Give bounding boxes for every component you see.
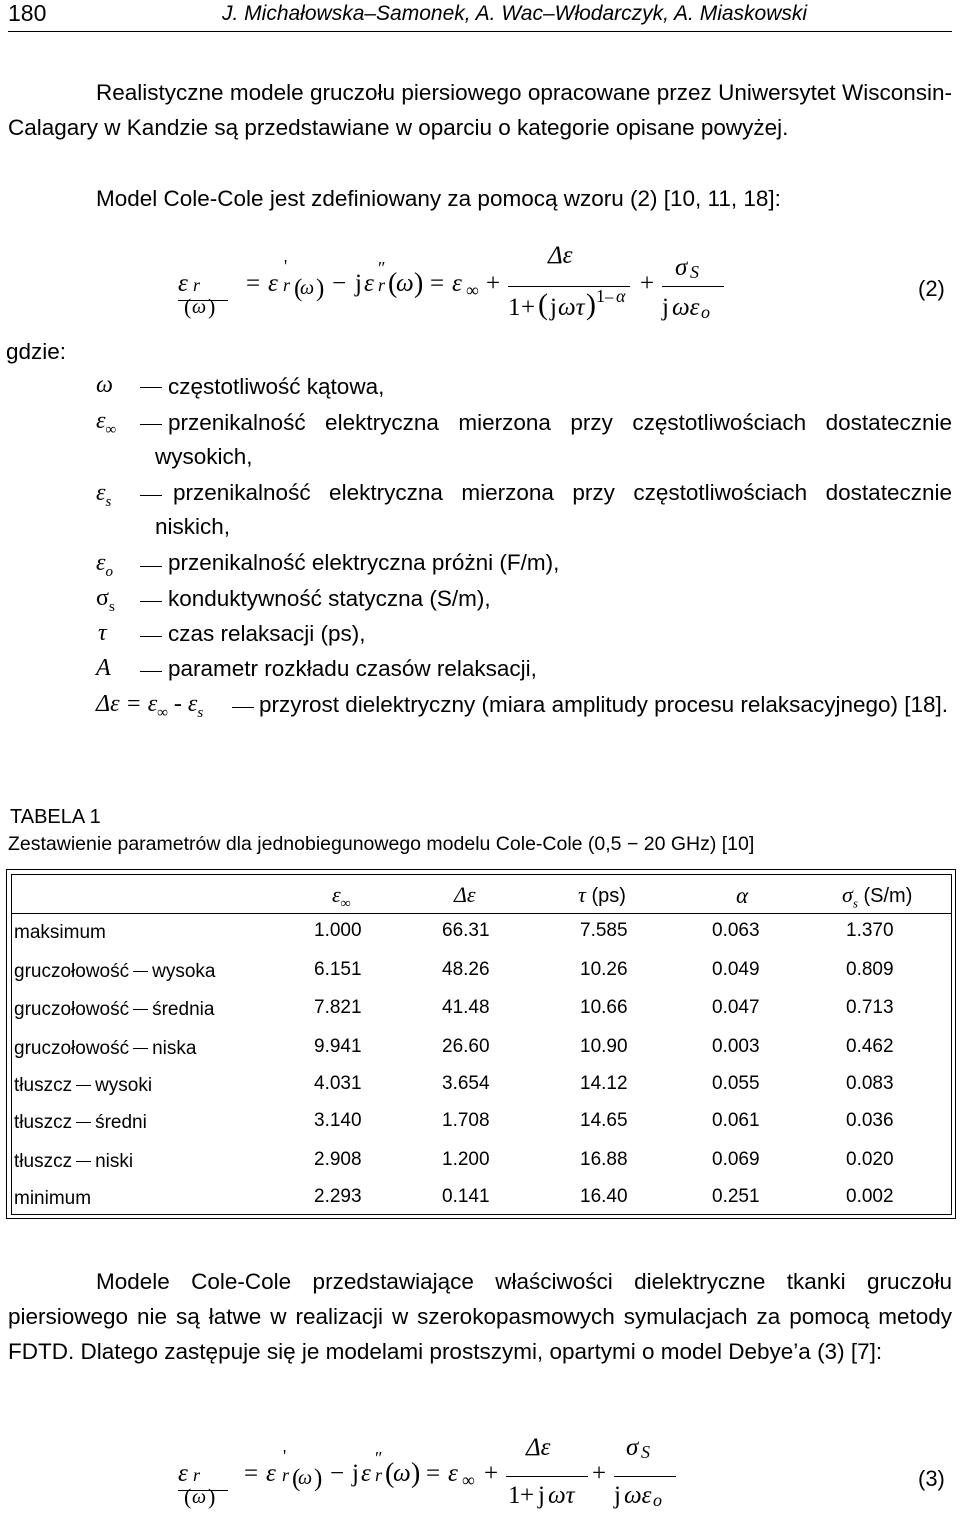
- table-cell: 10.90: [580, 1036, 628, 1057]
- table-cell: 0.083: [846, 1073, 894, 1094]
- equation-3: ε r ( ω ) = ε ' r ( ω ) − j ε ″ r ( ω ) = ε ∞ + Δε 1 + j ωτ + σ S j ωε o (3): [178, 1434, 945, 1510]
- table-cell: 0.003: [712, 1036, 760, 1057]
- table-cell: 48.26: [442, 959, 490, 980]
- table-cell: 9.941: [314, 1036, 362, 1057]
- table-cell: 10.26: [580, 959, 628, 980]
- col-sigma: $\sigma_s$ (S/m): [842, 882, 913, 911]
- equation-2-number: (2): [918, 276, 945, 301]
- table-cell: 10.66: [580, 997, 628, 1018]
- header-rule: [8, 31, 952, 32]
- table-cell: 7.585: [580, 920, 628, 941]
- col-tau: τ (ps): [578, 882, 626, 907]
- table-cell: 0.061: [712, 1110, 760, 1131]
- table-cell: 16.88: [580, 1149, 628, 1170]
- page-number: 180: [8, 0, 47, 26]
- table-cell: 2.293: [314, 1186, 362, 1207]
- symbol-a: A: [96, 655, 111, 681]
- table-row-label: maksimum: [14, 922, 106, 943]
- symbol-sigma-s: $\sigma_s$: [96, 585, 115, 615]
- table-row-label: gruczołowość średnia: [14, 999, 215, 1020]
- table-cell: 0.020: [846, 1149, 894, 1170]
- table-cell: 0.141: [442, 1186, 490, 1207]
- symbol-omega-desc: częstotliwość kątowa,: [168, 374, 385, 399]
- table-row-label: tłuszcz średni: [14, 1112, 147, 1133]
- gdzie-label: gdzie:: [6, 339, 67, 364]
- table-header-separator: [11, 913, 952, 914]
- equation-2: ε r ( ω ) = ε ' r ( ω ) − j ε ″ r ( ω ) = ε ∞ + Δε 1 + ( j ωτ ) 1 − α + σ S j ωε o (2): [178, 242, 945, 322]
- table-cell: 2.908: [314, 1149, 362, 1170]
- table-cell: 16.40: [580, 1186, 628, 1207]
- table-cell: 0.055: [712, 1073, 760, 1094]
- table-cell: 0.462: [846, 1036, 894, 1057]
- table-row-label: gruczołowość wysoka: [14, 961, 216, 982]
- table-cell: 14.65: [580, 1110, 628, 1131]
- table-cell: 0.049: [712, 959, 760, 980]
- table-cell: 14.12: [580, 1073, 628, 1094]
- symbol-delta-eps: $\Delta\varepsilon = \varepsilon_\infty - \varepsilon_s$: [96, 691, 204, 721]
- running-head-authors: J. Michałowska–Samonek, A. Wac–Włodarczyk, A. Miaskowski: [222, 2, 808, 25]
- table-cell: 41.48: [442, 997, 490, 1018]
- symbol-tau-desc: czas relaksacji (ps),: [168, 621, 366, 646]
- symbol-delta-eps-desc: przyrost dielektryczny (miara amplitudy procesu relaksacyjnego) [18].: [259, 692, 949, 717]
- table-cell: 0.002: [846, 1186, 894, 1207]
- table-cell: 0.047: [712, 997, 760, 1018]
- symbol-eps-inf: $\varepsilon_\infty$: [96, 408, 117, 438]
- table-title: TABELA 1: [10, 806, 101, 828]
- symbol-eps-inf-desc: przenikalność elektryczna mierzona przy częstotliwościach dostatecznie wysokich,: [155, 410, 952, 469]
- table-cell: 26.60: [442, 1036, 490, 1057]
- table-row-label: tłuszcz niski: [14, 1151, 134, 1172]
- col-eps-inf: $\varepsilon_\infty$: [332, 882, 351, 912]
- symbol-omega: ω: [96, 372, 113, 398]
- table-cell: 1.200: [442, 1149, 490, 1170]
- table-cell: 1.708: [442, 1110, 490, 1131]
- table-caption: Zestawienie parametrów dla jednobiegunowego modelu Cole-Cole (0,5 − 20 GHz) [10]: [8, 833, 755, 855]
- col-alpha: α: [736, 883, 749, 908]
- symbol-eps-s-desc: przenikalność elektryczna mierzona przy częstotliwościach dostatecznie niskich,: [155, 480, 952, 539]
- table-cell: 0.809: [846, 959, 894, 980]
- table-cell: 3.140: [314, 1110, 362, 1131]
- table-cell: 4.031: [314, 1073, 362, 1094]
- table-cell: 1.000: [314, 920, 362, 941]
- col-delta-eps: Δε: [454, 882, 476, 907]
- table-cell: 6.151: [314, 959, 362, 980]
- table-cell: 0.251: [712, 1186, 760, 1207]
- symbol-a-desc: parametr rozkładu czasów relaksacji,: [168, 656, 537, 681]
- symbol-eps-o: $\varepsilon_o$: [96, 550, 113, 580]
- table-cell: 0.036: [846, 1110, 894, 1131]
- symbol-tau: τ: [98, 620, 107, 646]
- table-cell: 7.821: [314, 997, 362, 1018]
- table-cell: 0.069: [712, 1149, 760, 1170]
- table-cell: 1.370: [846, 920, 894, 941]
- table-cell: 3.654: [442, 1073, 490, 1094]
- symbol-eps-o-desc: przenikalność elektryczna próżni (F/m),: [168, 550, 560, 575]
- table-cell: 66.31: [442, 920, 490, 941]
- symbol-eps-s: $\varepsilon_s$: [96, 480, 112, 510]
- table-cell: 0.063: [712, 920, 760, 941]
- table-row-label: gruczołowość niska: [14, 1038, 197, 1059]
- equation-3-number: (3): [918, 1466, 945, 1491]
- table-cell: 0.713: [846, 997, 894, 1018]
- running-header: [0, 0, 960, 30]
- intro-paragraph: Realistyczne modele gruczołu piersiowego opracowane przez Uniwersytet Wisconsin-Calagary w Kandzie są przedstawiane w oparciu o kategorie opisane powyżej.: [8, 80, 952, 140]
- table-row-label: minimum: [14, 1188, 92, 1209]
- table-row-label: tłuszcz wysoki: [14, 1075, 153, 1096]
- model-line: Model Cole-Cole jest zdefiniowany za pomocą wzoru (2) [10, 11, 18]:: [96, 186, 781, 211]
- outro-paragraph: Modele Cole-Cole przedstawiające właściwości dielektryczne tkanki gruczołu piersiowego nie są łatwe w realizacji w szerokopasmowych symulacjach za pomocą metody FDTD. Dlatego zastępuje się je modelami prostszymi, opartymi o model Debye’a (3) [7]:: [8, 1269, 952, 1364]
- symbol-sigma-s-desc: konduktywność statyczna (S/m),: [168, 586, 491, 611]
